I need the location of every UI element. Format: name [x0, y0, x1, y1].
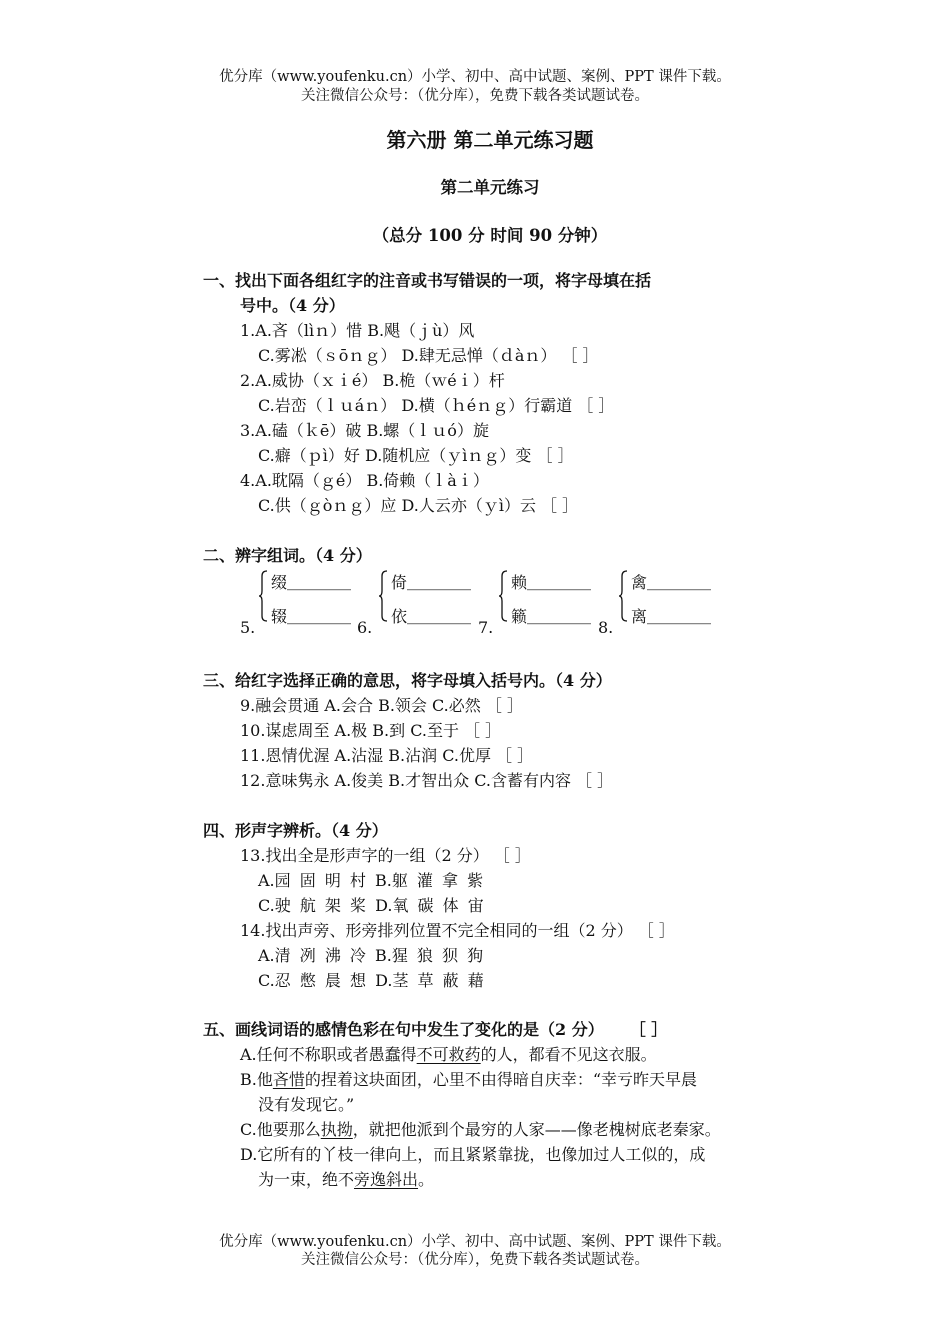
option-text: A.任何不称职或者愚蠢得 [240, 1045, 417, 1064]
section-5-heading [203, 1017, 667, 1040]
word-pair-top: 赖＿＿＿＿ [511, 573, 592, 592]
word-group-number: 7. [478, 618, 494, 637]
word-pair [391, 566, 471, 634]
option-c [240, 1117, 721, 1140]
question-line: 3.A.磕（ｋē）破 B.螺（ｌｕó）旋 [240, 421, 489, 440]
question-line: 4.A.耽隔（ｇé） B.倚赖（ｌàｉ） [240, 471, 489, 490]
section-1-heading: 一、找出下面各组红字的注音或书写错误的一项，将字母填在括 [203, 271, 652, 290]
option-text: 。 [418, 1170, 435, 1189]
word-pair [271, 566, 351, 634]
underlined-phrase: 旁逸斜出 [354, 1170, 419, 1189]
header-line-1: 优分库（www.youfenku.cn）小学、初中、高中试题、案例、PPT 课件下载。 [219, 69, 731, 85]
page-subtitle: 第二单元练习 [440, 178, 540, 197]
word-pair-bottom: 依＿＿＿＿ [391, 607, 472, 626]
option-text: 为一束，绝不 [258, 1170, 355, 1189]
option-b [240, 1067, 697, 1090]
option-text: 的人，都看不见这衣服。 [480, 1045, 657, 1064]
brace-icon [379, 570, 388, 622]
word-pair-top: 倚＿＿＿＿ [391, 573, 472, 592]
question-line: C.癖（ｐì）好 D.随机应（ｙìｎｇ）变 ［ ］ [258, 446, 574, 465]
underlined-phrase: 吝惜 [272, 1070, 305, 1089]
brace-icon [259, 570, 268, 622]
footer-line-1: 优分库（www.youfenku.cn）小学、初中、高中试题、案例、PPT 课件下载。 [219, 1234, 731, 1250]
question-line: 12.意味隽永 A.俊美 B.才智出众 C.含蓄有内容 ［ ］ [240, 771, 614, 790]
option-b-cont: 没有发现它。” [258, 1095, 355, 1114]
question-line: C.雾凇（ｓōｎｇ） D.肆无忌惮（ｄàｎ） ［ ］ [258, 346, 599, 365]
section-3-heading: 三、给红字选择正确的意思，将字母填入括号内。（4 分） [203, 671, 612, 690]
question-line: C.岩峦（ｌｕáｎ） D.横（ｈéｎｇ）行霸道 ［ ］ [258, 396, 615, 415]
section-1-heading-cont: 号中。（4 分） [240, 296, 345, 315]
brace-icon [619, 570, 628, 622]
underlined-phrase: 不可救药 [416, 1045, 481, 1064]
question-line: C.驶 航 架 桨 D.氧 碳 体 宙 [258, 896, 484, 915]
question-line: A.清 冽 沸 冷 B.猩 狼 狈 狗 [258, 946, 484, 965]
question-line: C.供（ｇòｎｇ）应 D.人云亦（ｙì）云 ［ ］ [258, 496, 579, 515]
question-line: 11.恩情优渥 A.沾湿 B.沾润 C.优厚 ［ ］ [240, 746, 534, 765]
question-line: 14.找出声旁、形旁排列位置不完全相同的一组（2 分） ［ ］ [240, 921, 675, 940]
section-4-heading: 四、形声字辨析。（4 分） [203, 821, 388, 840]
question-line: 13.找出全是形声字的一组（2 分） ［ ］ [240, 846, 531, 865]
question-line: C.忍 憋 晨 想 D.茎 草 蔽 藉 [258, 971, 484, 990]
word-group-number: 6. [357, 618, 373, 637]
answer-bracket: ［ ］ [629, 1020, 668, 1039]
header-line-2: 关注微信公众号：（优分库），免费下载各类试题试卷。 [301, 88, 649, 104]
word-pair [511, 566, 591, 634]
option-text: B.他 [240, 1070, 273, 1089]
word-pair-bottom: 离＿＿＿＿ [631, 607, 712, 626]
option-text: C.他要那么 [240, 1120, 321, 1139]
footer-line-2: 关注微信公众号：（优分库），免费下载各类试题试卷。 [301, 1252, 649, 1268]
word-group-number: 8. [598, 618, 614, 637]
underlined-phrase: 执拗 [320, 1120, 353, 1139]
word-pair-top: 缀＿＿＿＿ [271, 573, 352, 592]
option-d-cont [258, 1167, 434, 1190]
brace-icon [499, 570, 508, 622]
word-group-number: 5. [240, 618, 256, 637]
word-pair-bottom: 籁＿＿＿＿ [511, 607, 592, 626]
question-line: A.园 固 明 村 B.躯 灌 拿 紫 [258, 871, 484, 890]
section-5-heading-text: 五、画线词语的感情色彩在句中发生了变化的是（2 分） [203, 1020, 604, 1039]
option-text: ，就把他派到个最穷的人家——像老槐树底老秦家。 [352, 1120, 721, 1139]
word-pair-top: 禽＿＿＿＿ [631, 573, 712, 592]
word-pair [631, 566, 711, 634]
option-d: D.它所有的丫枝一律向上，而且紧紧靠拢，也像加过人工似的，成 [240, 1145, 706, 1164]
question-line: 10.谋虑周至 A.极 B.到 C.至于 ［ ］ [240, 721, 502, 740]
word-pair-bottom: 辍＿＿＿＿ [271, 607, 352, 626]
option-text: 的捏着这块面团，心里不由得暗自庆幸：“幸亏昨天早晨 [304, 1070, 698, 1089]
question-line: 9.融会贯通 A.会合 B.领会 C.必然 ［ ］ [240, 696, 523, 715]
section-2-heading: 二、辨字组词。（4 分） [203, 546, 372, 565]
page-title: 第六册 第二单元练习题 [386, 128, 594, 152]
question-line: 1.A.吝（lìｎ）惜 B.飓（ｊù）风 [240, 321, 475, 340]
question-line: 2.A.威协（ｘｉé） B.桅（ｗéｉ）杆 [240, 371, 505, 390]
exam-meta: （总分 100 分 时间 90 分钟） [372, 226, 608, 245]
option-a [240, 1042, 657, 1065]
